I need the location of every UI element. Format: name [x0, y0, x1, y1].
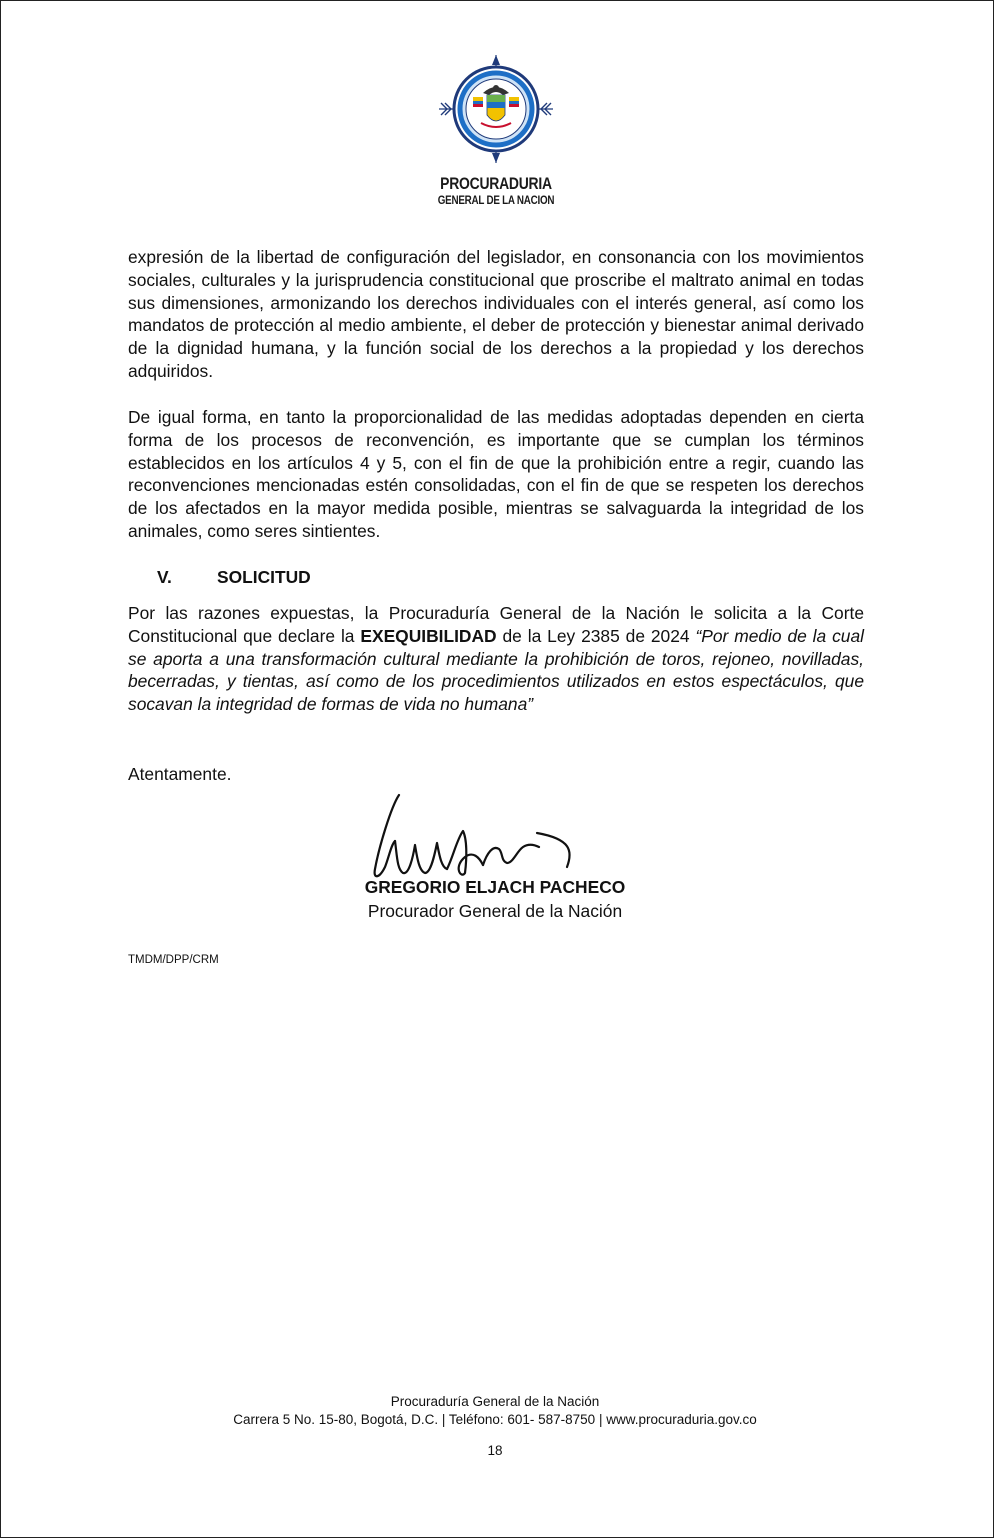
brand-wordmark	[381, 175, 611, 207]
section-heading	[157, 567, 311, 588]
footer-organization: Procuraduría General de la Nación	[390, 1394, 600, 1409]
footer-address: Carrera 5 No. 15-80, Bogotá, D.C. | Teléfono: 601- 587-8750 | www.procuraduria.gov.co	[233, 1412, 757, 1427]
section-title: SOLICITUD	[217, 567, 311, 587]
page-number: 18	[487, 1443, 503, 1458]
section-number: V.	[157, 567, 172, 587]
signer-title: Procurador General de la Nación	[367, 901, 623, 921]
brand-line1: PROCURADURIA	[440, 174, 552, 193]
brand-line2: GENERAL DE LA NACION	[437, 193, 555, 207]
reference-initials: TMDM/DPP/CRM	[128, 954, 219, 966]
procuraduria-seal-icon	[437, 53, 555, 165]
body-paragraph-2: De igual forma, en tanto la proporcionalidad de las medidas adoptadas dependen en cierta forma de los procesos de reconvención, es importante que se cumplan los términos establecidos en los artículos 4 y 5, con el fin de que la prohibición entre a regir, cuando las reconvenciones mencionadas estén consolidadas, con el fin de que se respeten los derechos de los afectados en la mayor medida posible, mientras se salvaguarda la integridad de los animales, como seres sintientes.	[128, 407, 864, 541]
signer-name: GREGORIO ELJACH PACHECO	[364, 877, 626, 897]
request-text-bold: EXEQUIBILIDAD	[360, 625, 497, 646]
request-text-intro: Por las razones expuestas, la Procuraduría General de la Nación le solicita a la Corte Constitucional que declare la	[128, 603, 864, 646]
closing-salutation: Atentamente.	[128, 764, 232, 784]
body-paragraph-1: expresión de la libertad de configuración del legislador, en consonancia con los movimientos sociales, culturales y la jurisprudencia constitucional que proscribe el maltrato animal en todas sus dimensiones, armonizando los derechos individuales con el interés general, así como los mandatos de protección al medio ambiente, el deber de protección y bienestar animal derivado de la dignidad humana, y la función social de los derechos a la propiedad y los derechos adquiridos.	[128, 247, 864, 381]
handwritten-signature	[361, 787, 591, 887]
request-text-law-title: “Por medio de la cual se aporta a una transformación cultural mediante la prohibición de toros, rejoneo, novilladas, becerradas, y tientas, así como de los procedimientos utilizados en estos espectáculos, que socavan la integridad de formas de vida no humana”	[128, 625, 865, 715]
request-text-law: de la Ley 2385 de 2024	[496, 625, 696, 646]
request-paragraph	[128, 602, 864, 716]
